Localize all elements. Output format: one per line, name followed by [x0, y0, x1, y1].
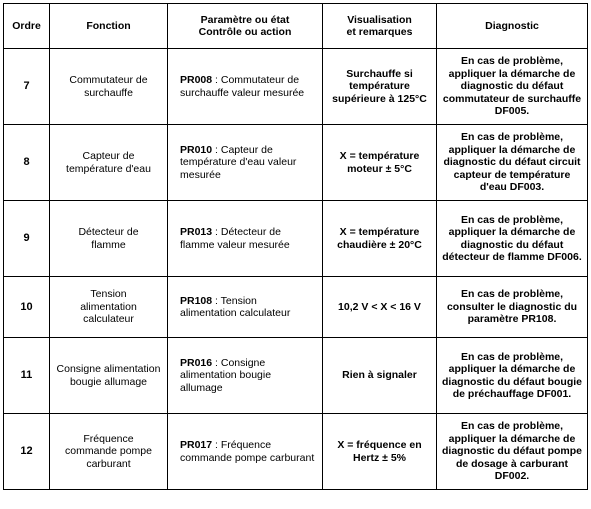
- table-header-row: [4, 4, 588, 49]
- cell-diagnostic: [437, 201, 588, 277]
- header-fonction: Fonction: [50, 4, 168, 49]
- table-row: [4, 277, 588, 338]
- diag-pre: En cas de problème, appliquer la: [448, 131, 564, 156]
- header-parametre-line1: Paramètre ou état: [200, 13, 290, 26]
- cell-parametre: [168, 338, 323, 414]
- param-code: PR108: [180, 294, 213, 307]
- cell-diagnostic: [437, 338, 588, 414]
- header-visualisation-line2: et remarques: [346, 26, 413, 38]
- param-code: PR010: [180, 143, 213, 156]
- header-visualisation: [323, 4, 437, 49]
- cell-parametre: [168, 277, 323, 338]
- cell-visualisation: X = température chaudière ± 20°C: [323, 201, 437, 277]
- header-ordre: Ordre: [4, 4, 50, 49]
- cell-ordre: 11: [4, 338, 50, 414]
- cell-diagnostic: [437, 277, 588, 338]
- param-text: : Capteur de température d'eau valeur mesurée: [180, 143, 297, 181]
- param-code: PR013: [180, 226, 213, 238]
- cell-fonction: Consigne alimentation bougie allumage: [50, 338, 168, 414]
- cell-diagnostic: [437, 125, 588, 201]
- diag-mid: démarche de diagnostic: [441, 432, 576, 458]
- cell-parametre: [168, 125, 323, 201]
- diag-post: du défaut bougie de préchauffage DF001.: [452, 375, 582, 400]
- table-row: [4, 338, 588, 414]
- param-code: PR017: [180, 439, 213, 451]
- param-text: : Détecteur de flamme valeur mesurée: [180, 226, 290, 251]
- cell-visualisation: X = fréquence en Hertz ± 5%: [323, 414, 437, 490]
- param-text: : Fréquence commande pompe carburant: [180, 439, 315, 464]
- cell-fonction: Fréquence commande pompe carburant: [50, 414, 168, 490]
- cell-parametre: [168, 414, 323, 490]
- header-visualisation-line1: Visualisation: [347, 13, 412, 26]
- diag-post: du défaut circuit capteur de température d'eau DF003.: [453, 156, 581, 194]
- diag-pre: En cas de problème, appliquer la: [448, 55, 564, 80]
- cell-visualisation: Rien à signaler: [323, 338, 437, 414]
- cell-visualisation: Surchauffe si température supérieure à 125°C: [323, 49, 437, 125]
- diag-mid: démarche de diagnostic: [443, 143, 576, 169]
- cell-ordre: 9: [4, 201, 50, 277]
- cell-fonction: Commutateur de surchauffe: [50, 49, 168, 125]
- table-row: [4, 414, 588, 490]
- cell-fonction: Détecteur de flamme: [50, 201, 168, 277]
- param-text: : Tension alimentation calculateur: [180, 294, 291, 319]
- cell-ordre: 8: [4, 125, 50, 201]
- cell-diagnostic: [437, 49, 588, 125]
- diag-post: du défaut pompe de dosage à carburant DF002.: [455, 445, 582, 483]
- header-diagnostic: Diagnostic: [437, 4, 588, 49]
- param-text: : Commutateur de surchauffe valeur mesurée: [180, 74, 305, 99]
- cell-parametre: [168, 49, 323, 125]
- param-code: PR016: [180, 356, 213, 369]
- diag-post: du défaut commutateur de surchauffe DF005.: [442, 80, 582, 118]
- table-row: [4, 125, 588, 201]
- table-row: [4, 201, 588, 277]
- header-parametre: [168, 4, 323, 49]
- cell-ordre: 12: [4, 414, 50, 490]
- diag-post: .: [553, 313, 557, 326]
- cell-ordre: 10: [4, 277, 50, 338]
- cell-visualisation: X = température moteur ± 5°C: [323, 125, 437, 201]
- diagnostic-table: [3, 3, 588, 490]
- diag-post: du défaut détecteur de flamme DF006.: [442, 238, 582, 263]
- header-parametre-line2: Contrôle ou action: [198, 26, 292, 38]
- param-text: : Consigne alimentation bougie allumage: [180, 356, 272, 394]
- cell-ordre: 7: [4, 49, 50, 125]
- diag-mid: démarche de diagnostic: [460, 67, 576, 93]
- cell-parametre: [168, 201, 323, 277]
- param-code: PR008: [180, 74, 213, 86]
- diag-pre: En cas de problème, appliquer la: [448, 350, 564, 375]
- diag-mid: PR108: [521, 313, 554, 326]
- cell-fonction: Capteur de température d'eau: [50, 125, 168, 201]
- cell-visualisation: 10,2 V < X < 16 V: [323, 277, 437, 338]
- diag-mid: démarche de diagnostic: [441, 363, 576, 388]
- diagnostic-table-wrapper: [3, 3, 588, 490]
- diag-pre: En cas de problème, appliquer la: [448, 213, 564, 238]
- cell-diagnostic: [437, 414, 588, 490]
- diag-pre: En cas de problème, consulter le diagnostic du paramètre: [446, 288, 578, 326]
- diag-mid: démarche de diagnostic: [460, 226, 576, 251]
- cell-fonction: Tension alimentation calculateur: [50, 277, 168, 338]
- table-row: [4, 49, 588, 125]
- diag-pre: En cas de problème, appliquer la: [448, 420, 564, 445]
